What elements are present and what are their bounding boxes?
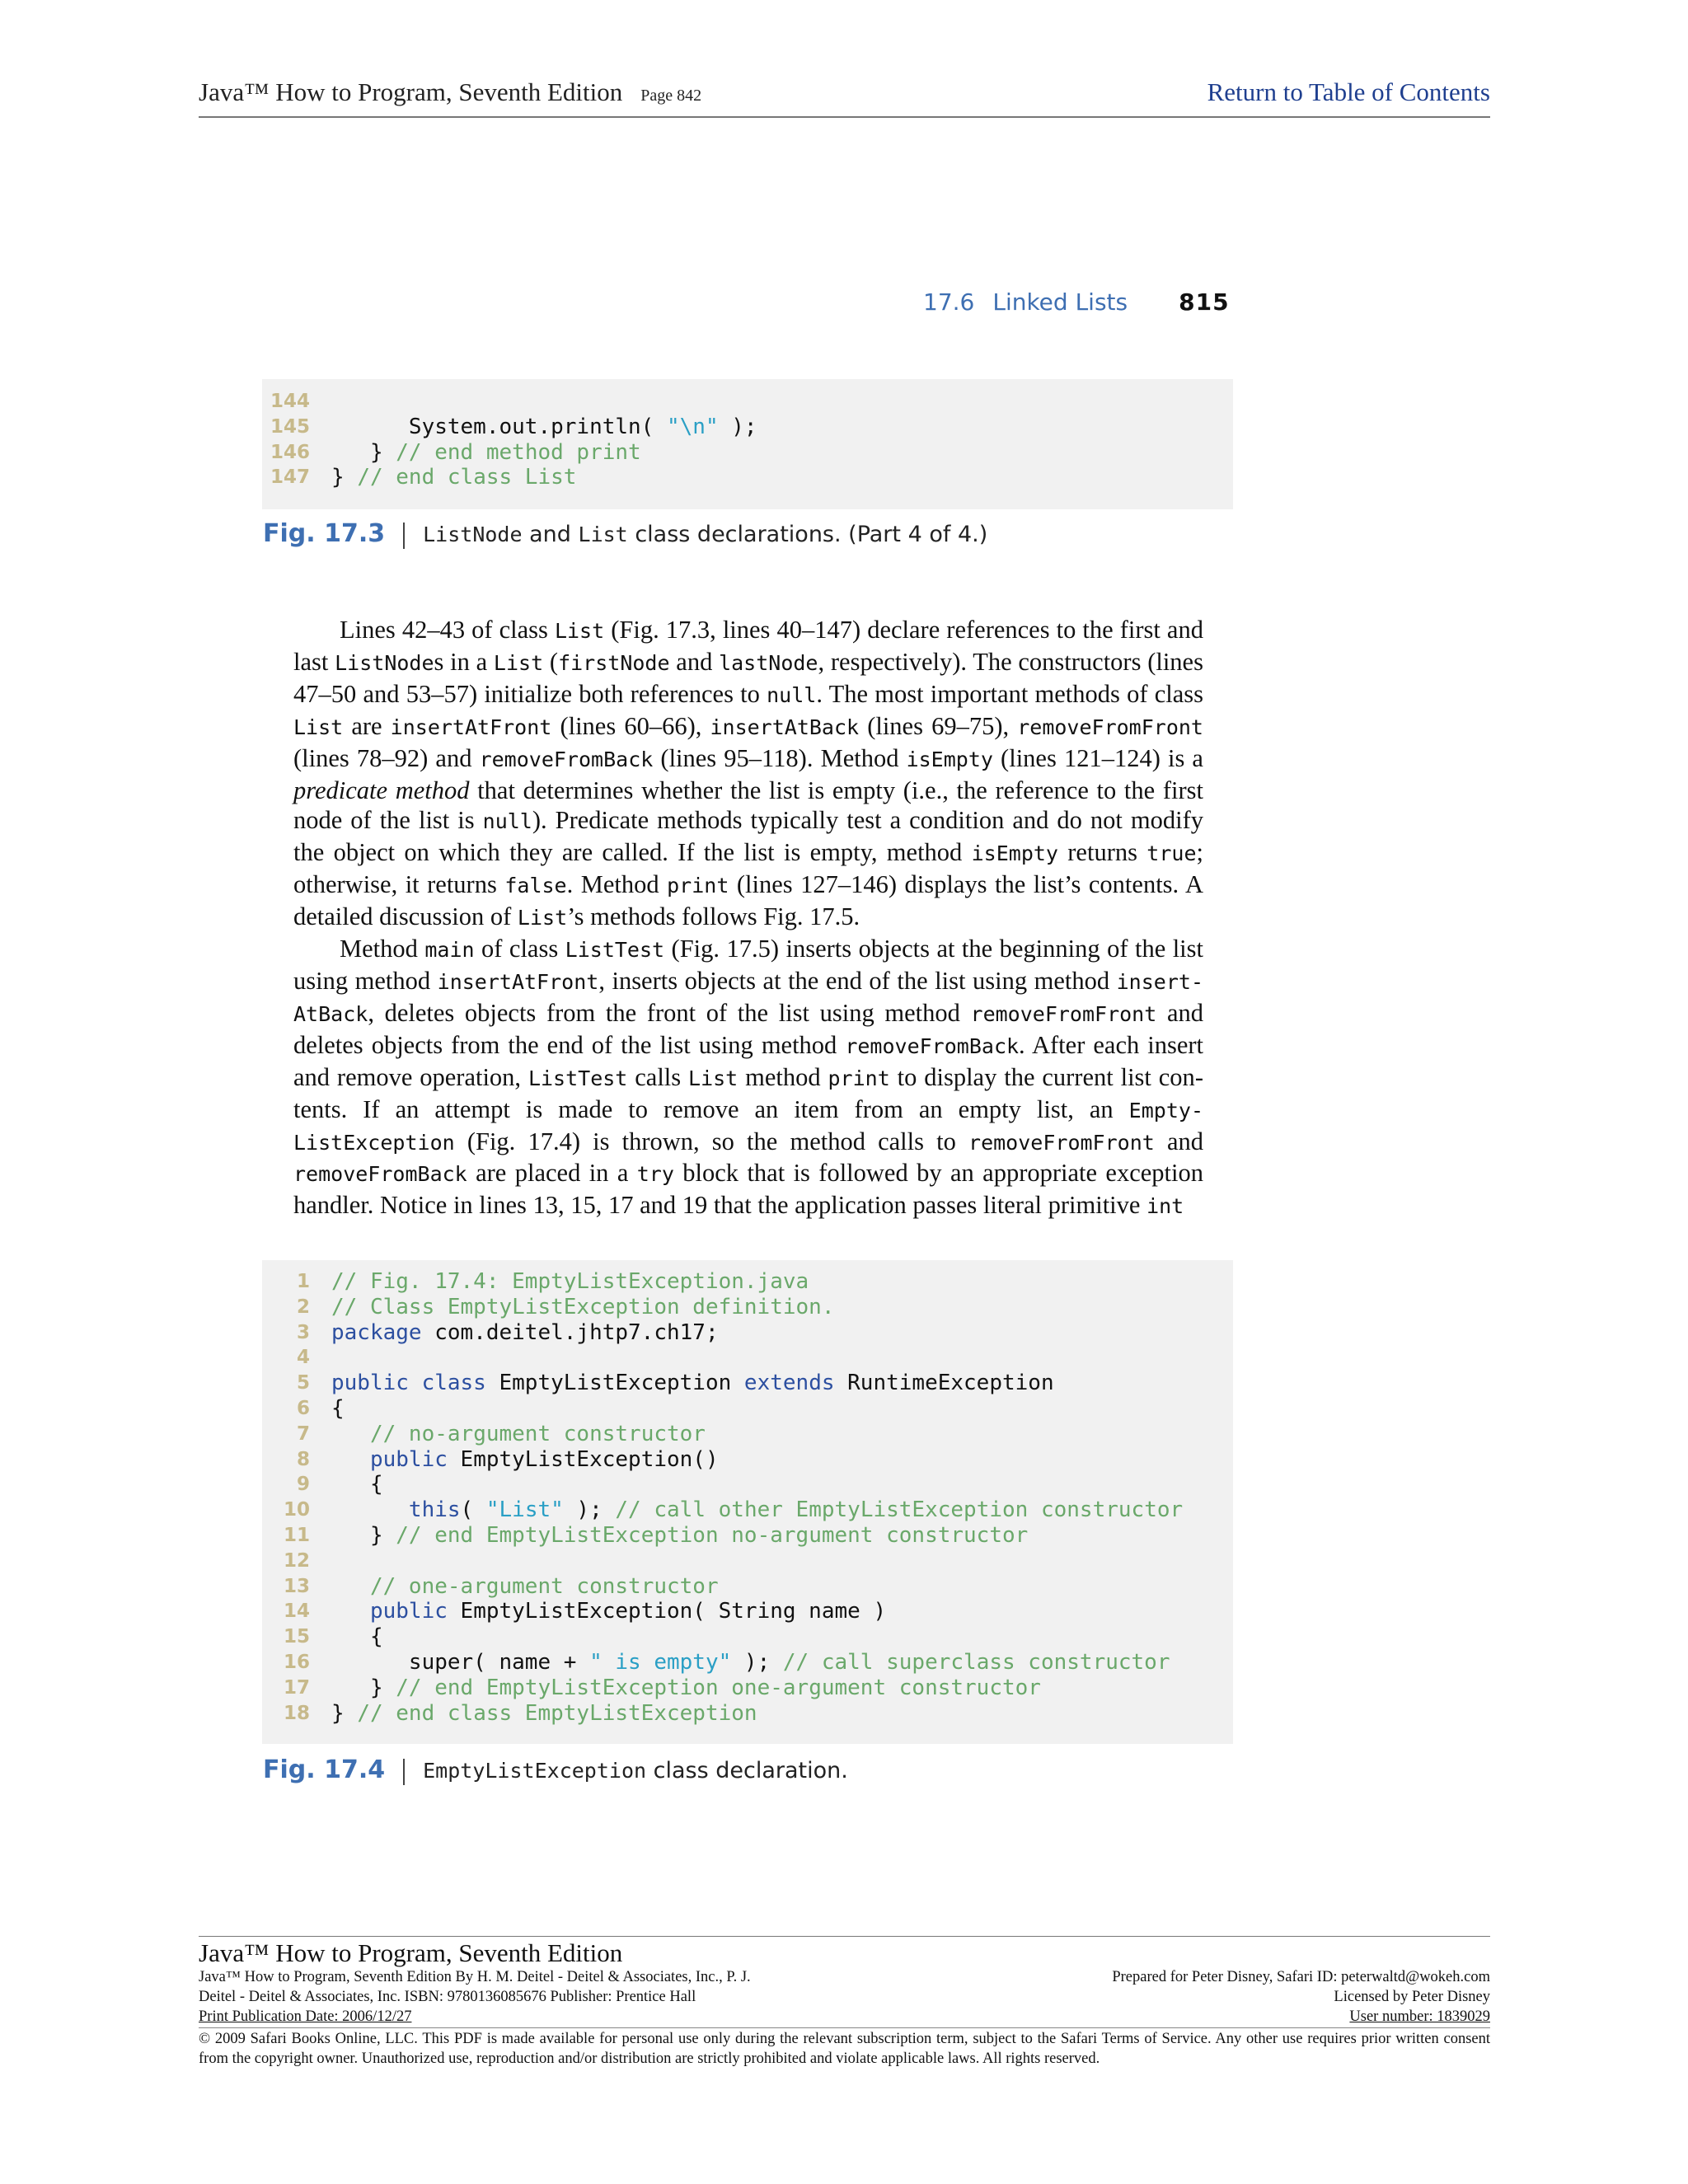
code-text: System.out.println( "\n" ); bbox=[331, 414, 757, 439]
code-text: } // end EmptyListException one-argument constructor bbox=[331, 1675, 1041, 1700]
code-line bbox=[262, 1701, 1233, 1727]
code-text: this( "List" ); // call other EmptyListException constructor bbox=[408, 1497, 1184, 1523]
line-number: 15 bbox=[283, 1626, 310, 1648]
code-line bbox=[262, 1422, 1233, 1447]
license-info bbox=[1112, 1967, 1490, 2027]
code-text: // one-argument constructor bbox=[369, 1573, 719, 1599]
caption-text: class declarations. (Part 4 of 4.) bbox=[627, 522, 988, 547]
code-text: // no-argument constructor bbox=[369, 1421, 706, 1446]
code-text: public class EmptyListException extends RuntimeException bbox=[331, 1371, 1054, 1396]
code-line bbox=[262, 1675, 1233, 1701]
caption-code: EmptyListException bbox=[423, 1759, 647, 1783]
code-line bbox=[262, 1371, 1233, 1396]
paragraph: Lines 42–43 of class List (Fig. 17.3, lines 40–147) declare references to the first and last ListNodes in a List (firstNode and lastNode, respectively). The constructors (lines 47–50 and 53–57) initialize both references to null. The most important methods of class List are insertAtFront (lines 60–66), insertAtBack (lines 69–75), removeFromFront (lines 78–92) and removeFromBack (lines 95–118). Method isEmpty (lines 121–124) is a predicate method that determines whether the list is empty (i.e., the reference to the first node of the list is null). Predicate methods typically test a condition and do not modify the object on which they are called. If the list is empty, method isEmpty returns true; otherwise, it returns false. Method print (lines 127–146) displays the list’s contents. A detailed discussion of List’s methods follows Fig. 17.5. bbox=[293, 616, 1204, 931]
line-number: 146 bbox=[270, 441, 310, 463]
code-text: { bbox=[331, 1395, 345, 1421]
caption-text: and bbox=[522, 522, 579, 547]
line-number: 7 bbox=[296, 1422, 310, 1445]
footer-divider bbox=[199, 2027, 1490, 2028]
code-line bbox=[262, 415, 1233, 440]
code-line bbox=[262, 1396, 1233, 1422]
code-text: public EmptyListException( String name ) bbox=[369, 1599, 887, 1624]
line-number: 5 bbox=[296, 1372, 310, 1394]
code-line bbox=[262, 1650, 1233, 1675]
publication-info bbox=[199, 1967, 751, 2027]
code-line bbox=[262, 1295, 1233, 1320]
code-line bbox=[262, 1624, 1233, 1650]
book-title-text: Java™ How to Program, Seventh Edition bbox=[199, 77, 623, 106]
page-label: Page 842 bbox=[640, 87, 702, 105]
code-text: } // end method print bbox=[331, 439, 641, 465]
paragraph: Method main of class ListTest (Fig. 17.5) inserts objects at the beginning of the list using method insertAtFront, inserts objects at the end of the list using method insertAtBack, deletes objects from the front of the list using method removeFromFront and deletes objects from the end of the list using method removeFromBack. After each insert and remove operation, ListTest calls List method print to display the current list contents. If an attempt is made to remove an item from an empty list, an EmptyListException (Fig. 17.4) is thrown, so the method calls to removeFromFront and removeFromBack are placed in a try block that is followed by an appropriate exception handler. Notice in lines 13, 15, 17 and 19 that the application passes literal primitive int bbox=[293, 935, 1203, 1220]
code-text: { bbox=[331, 1472, 383, 1497]
line-number: 145 bbox=[270, 415, 310, 438]
code-text: { bbox=[331, 1624, 383, 1650]
code-listing-fig-17-3 bbox=[262, 379, 1233, 509]
line-number: 14 bbox=[283, 1601, 310, 1623]
line-number: 12 bbox=[283, 1549, 310, 1572]
code-text: public EmptyListException() bbox=[369, 1446, 719, 1472]
section-number: 17.6 bbox=[923, 288, 975, 316]
line-number: 2 bbox=[296, 1296, 310, 1318]
line-number: 147 bbox=[270, 466, 310, 489]
code-text: package com.deitel.jhtp7.ch17; bbox=[331, 1319, 719, 1345]
line-number: 9 bbox=[296, 1474, 310, 1496]
code-text: } // end class List bbox=[331, 465, 577, 490]
section-title: Linked Lists bbox=[992, 288, 1128, 316]
publication-line: Deitel - Deitel & Associates, Inc. ISBN: 9780136085676 Publisher: Prentice Hall bbox=[199, 1989, 696, 2005]
license-line: Licensed by Peter Disney bbox=[1334, 1989, 1490, 2005]
code-lines bbox=[262, 389, 1233, 490]
code-line bbox=[262, 1345, 1233, 1371]
footer-title: Java™ How to Program, Seventh Edition bbox=[199, 1938, 623, 1967]
line-number: 10 bbox=[283, 1499, 310, 1521]
line-number: 17 bbox=[283, 1676, 310, 1699]
table-of-contents-link[interactable]: Return to Table of Contents bbox=[1207, 77, 1490, 106]
caption-separator bbox=[403, 1759, 405, 1785]
code-line bbox=[262, 1599, 1233, 1624]
header-divider bbox=[199, 116, 1490, 118]
code-text: // Class EmptyListException definition. bbox=[331, 1294, 835, 1319]
code-line bbox=[262, 389, 1233, 415]
code-line bbox=[262, 1269, 1233, 1295]
running-head bbox=[923, 288, 1230, 316]
line-number: 18 bbox=[283, 1702, 310, 1724]
caption-text: class declaration. bbox=[646, 1758, 848, 1783]
code-line bbox=[262, 465, 1233, 490]
line-number: 6 bbox=[296, 1397, 310, 1419]
line-number: 16 bbox=[283, 1651, 310, 1673]
license-line: Prepared for Peter Disney, Safari ID: peterwaltd@wokeh.com bbox=[1112, 1969, 1490, 1985]
code-text: } // end class EmptyListException bbox=[331, 1700, 757, 1726]
code-line bbox=[262, 1574, 1233, 1600]
caption-separator bbox=[403, 523, 405, 549]
code-listing-fig-17-4 bbox=[262, 1260, 1233, 1744]
copyright-notice: © 2009 Safari Books Online, LLC. This PDF is made available for personal use only during the relevant subscription term, subject to the Safari Terms of Service. Any other use requires prior written consent from the copyright owner. Unauthorized use, reproduction and/or distribution are strictly prohibited and violate applicable laws. All rights reserved. bbox=[199, 2031, 1490, 2067]
line-number: 8 bbox=[296, 1448, 310, 1470]
code-line bbox=[262, 1472, 1233, 1497]
book-title bbox=[199, 77, 701, 107]
line-number: 13 bbox=[283, 1575, 310, 1597]
code-text: super( name + " is empty" ); // call superclass constructor bbox=[331, 1649, 1170, 1675]
figure-caption-17-3 bbox=[263, 519, 987, 549]
figure-label: Fig. 17.3 bbox=[263, 519, 386, 548]
code-text: // Fig. 17.4: EmptyListException.java bbox=[331, 1269, 809, 1294]
figure-caption-17-4 bbox=[263, 1755, 848, 1785]
line-number: 144 bbox=[270, 391, 310, 412]
code-text: } // end EmptyListException no-argument constructor bbox=[331, 1522, 1029, 1548]
figure-label: Fig. 17.4 bbox=[263, 1755, 386, 1784]
body-text bbox=[293, 615, 1203, 1222]
code-lines bbox=[262, 1269, 1233, 1726]
code-line bbox=[262, 1320, 1233, 1346]
code-line bbox=[262, 1549, 1233, 1574]
line-number: 4 bbox=[296, 1347, 310, 1369]
line-number: 1 bbox=[296, 1271, 310, 1292]
code-line bbox=[262, 1447, 1233, 1473]
caption-code: ListNode bbox=[423, 523, 523, 546]
publication-line: Print Publication Date: 2006/12/27 bbox=[199, 2008, 412, 2025]
line-number: 11 bbox=[283, 1524, 310, 1546]
footer-divider bbox=[199, 1936, 1490, 1937]
publication-line: Java™ How to Program, Seventh Edition By H. M. Deitel - Deitel & Associates, Inc., P. J. bbox=[199, 1969, 751, 1985]
caption-code: List bbox=[578, 523, 628, 546]
book-page-number: 815 bbox=[1179, 288, 1230, 316]
license-line: User number: 1839029 bbox=[1349, 2008, 1490, 2025]
line-number: 3 bbox=[296, 1321, 310, 1343]
code-line bbox=[262, 440, 1233, 466]
code-line bbox=[262, 1497, 1233, 1523]
code-line bbox=[262, 1523, 1233, 1549]
